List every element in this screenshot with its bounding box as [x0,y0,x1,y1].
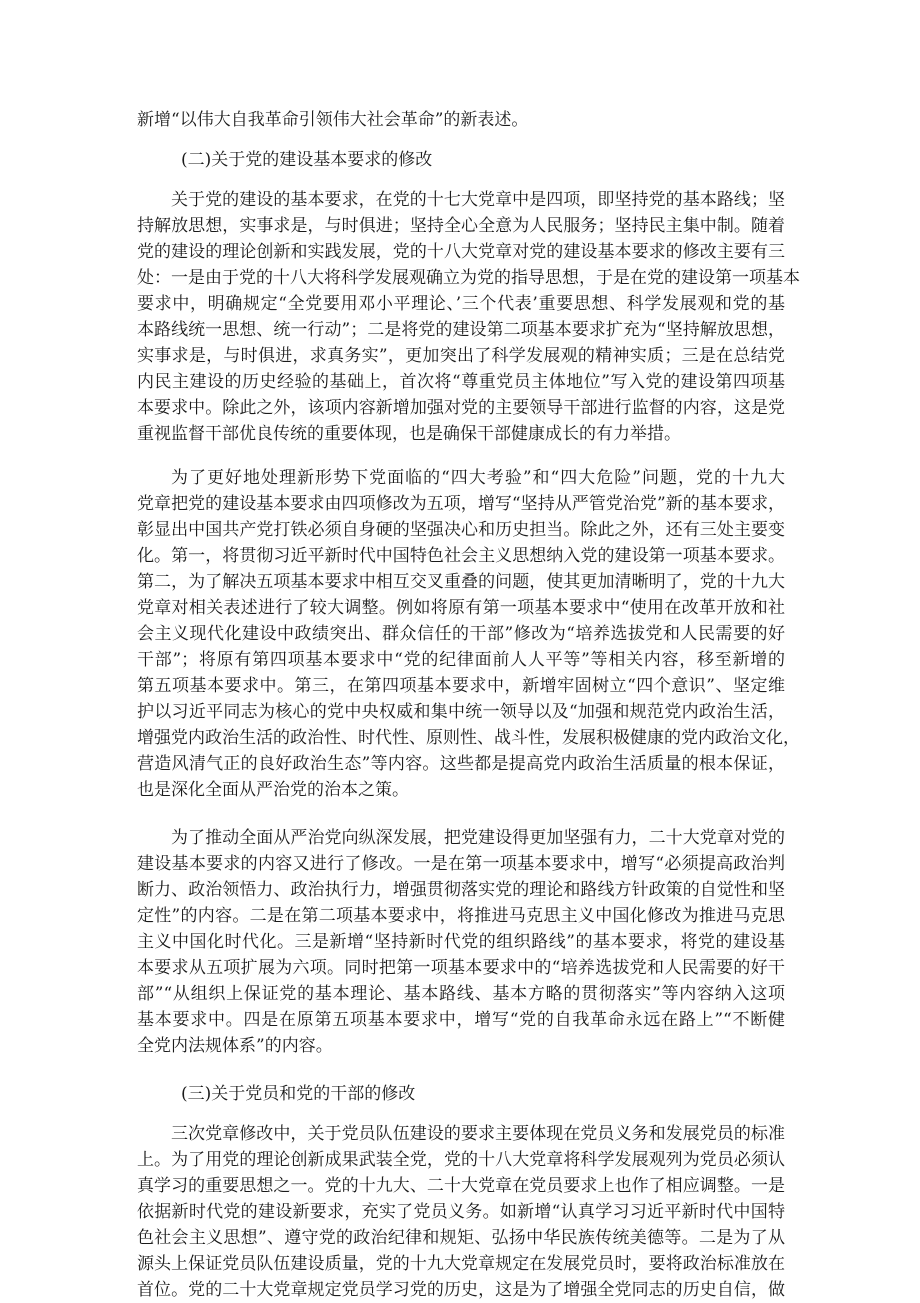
text-line: 第二，为了解决五项基本要求中相互交叉重叠的问题，使其更加清晰明了，党的十九大 [137,572,785,592]
text-line: 源头上保证党员队伍建设质量，党的十九大党章规定在发展党员时，要将政治标准放在 [137,1254,785,1274]
text-line: 持解放思想，实事求是，与时俱进；坚持全心全意为人民服务；坚持民主集中制。随着 [137,216,785,236]
text-line: 化。第一，将贯彻习近平新时代中国特色社会主义思想纳入党的建设第一项基本要求。 [137,546,785,566]
text-line: 也是深化全面从严治党的治本之策。 [137,780,409,800]
text-line: 全党内法规体系”的内容。 [137,1036,333,1056]
text-line: 实事求是，与时俱进，求真务实”，更加突出了科学发展观的精神实质；三是在总结党 [137,346,785,366]
text-line: 处：一是由于党的十八大将科学发展观确立为党的指导思想，于是在党的建设第一项基本 [137,268,800,288]
text-line: 基本要求中。四是在原第五项基本要求中，增写“党的自我革命永远在路上”“不断健 [137,1010,785,1030]
text-line: 会主义现代化建设中政绩突出、群众信任的干部”修改为“培养选拔党和人民需要的好 [137,624,785,644]
text-line: 彰显出中国共产党打铁必须自身硬的坚强决心和历史担当。除此之外，还有三处主要变 [137,520,785,540]
text-line: 为了推动全面从严治党向纵深发展，把党建设得更加坚强有力，二十大党章对党的 [171,828,785,848]
text-line: 内民主建设的历史经验的基础上，首次将“尊重党员主体地位”写入党的建设第四项基 [137,372,785,392]
text-line: 第五项基本要求中。第三，在第四项基本要求中，新增牢固树立“四个意识”、坚定维 [137,676,785,696]
text-line: 关于党的建设的基本要求，在党的十七大党章中是四项，即坚持党的基本路线；坚 [171,190,785,210]
text-line: 上。为了用党的理论创新成果武装全党，党的十八大党章将科学发展观列为党员必须认 [137,1150,785,1170]
text-line: 党的建设的理论创新和实践发展，党的十八大党章对党的建设基本要求的修改主要有三 [137,242,785,262]
text-line: 首位。党的二十大党章规定党员学习党的历史，这是为了增强全党同志的历史自信，做 [137,1280,785,1300]
text-line: 重视监督干部优良传统的重要体现，也是确保干部健康成长的有力举措。 [137,424,681,444]
text-line: 部”“从组织上保证党的基本理论、基本路线、基本方略的贯彻落实”等内容纳入这项 [137,984,785,1004]
text-line: 定性”的内容。二是在第二项基本要求中，将推进马克思主义中国化修改为推进马克思 [137,906,785,926]
section-heading-2: (二)关于党的建设基本要求的修改 [181,150,433,170]
text-line: 断力、政治领悟力、政治执行力，增强贯彻落实党的理论和路线方针政策的自觉性和坚 [137,880,785,900]
paragraph [137,187,800,447]
paragraph [137,1121,785,1303]
text-line: 主义中国化时代化。三是新增“坚持新时代党的组织路线”的基本要求，将党的建设基 [137,932,785,952]
text-line: 本路线统一思想、统一行动”；二是将党的建设第二项基本要求扩充为“坚持解放思想， [137,320,785,340]
text-line: 依据新时代党的建设新要求，充实了党员义务。如新增“认真学习习近平新时代中国特 [137,1202,785,1222]
text-line: 护以习近平同志为核心的党中央权威和集中统一领导以及“加强和规范党内政治生活， [137,702,785,722]
text-line: 党章对相关表述进行了较大调整。例如将原有第一项基本要求中“使用在改革开放和社 [137,598,785,618]
text-line: 要求中，明确规定“全党要用邓小平理论、’三个代表’重要思想、科学发展观和党的基 [137,294,785,314]
document-page [137,107,800,1303]
text-line: 营造风清气正的良好政治生态”等内容。这些都是提高党内政治生活质量的根本保证， [137,754,785,774]
text-line: 本要求中。除此之外，该项内容新增加强对党的主要领导干部进行监督的内容，这是党 [137,398,785,418]
text-line: 干部”；将原有第四项基本要求中“党的纪律面前人人平等”等相关内容，移至新增的 [137,650,785,670]
text-line: 新增“以伟大自我革命引领伟大社会革命”的新表述。 [137,110,529,130]
text-line: 建设基本要求的内容又进行了修改。一是在第一项基本要求中，增写“必须提高政治判 [137,854,785,874]
text-line: 本要求从五项扩展为六项。同时把第一项基本要求中的“培养选拔党和人民需要的好干 [137,958,785,978]
section-heading-3: (三)关于党员和党的干部的修改 [181,1084,416,1104]
text-line: 增强党内政治生活的政治性、时代性、原则性、战斗性，发展积极健康的党内政治文化， [137,728,800,748]
text-line: 色社会主义思想”、遵守党的政治纪律和规矩、弘扬中华民族传统美德等。二是为了从 [137,1228,785,1248]
text-line: 党章把党的建设基本要求由四项修改为五项，增写“坚持从严管党治党”新的基本要求， [137,494,785,514]
paragraph [137,465,800,803]
text-line: 为了更好地处理新形势下党面临的“四大考验”和“四大危险”问题，党的十九大 [171,468,785,488]
paragraph [137,825,785,1059]
text-line: 真学习的重要思想之一。党的十九大、二十大党章在党员要求上也作了相应调整。一是 [137,1176,785,1196]
text-line: 三次党章修改中，关于党员队伍建设的要求主要体现在党员义务和发展党员的标准 [171,1124,785,1144]
